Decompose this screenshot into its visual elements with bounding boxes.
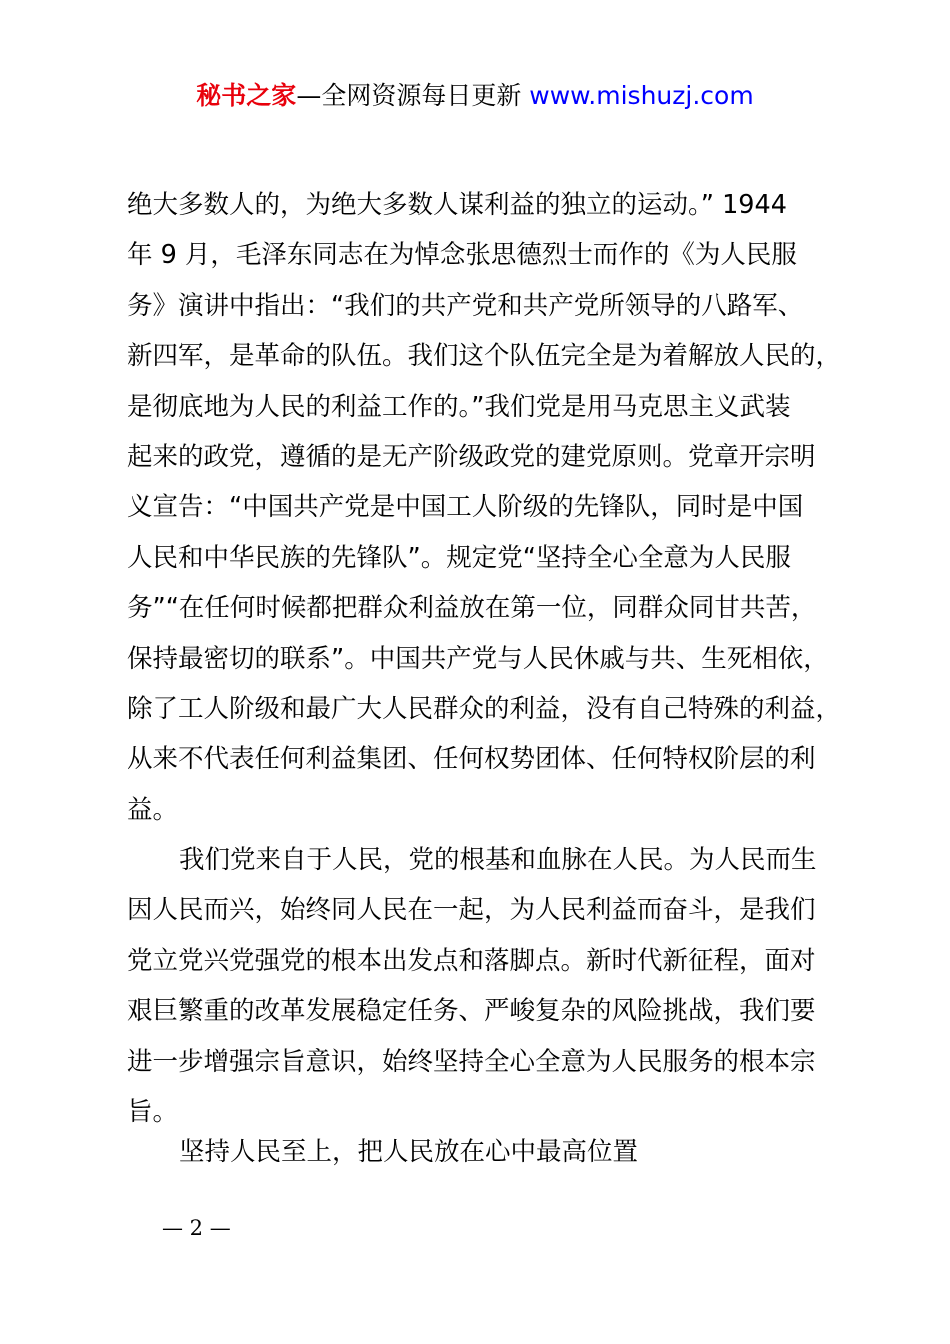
text-line: 务》演讲中指出：“我们的共产党和共产党所领导的八路军、 [127, 290, 804, 321]
text-line: 绝大多数人的，为绝大多数人谋利益的独立的运动。” 1944 [127, 190, 787, 220]
paragraph-start-line: 我们党来自于人民，党的根基和血脉在人民。为人民而生 [179, 845, 817, 876]
text-line: 义宣告：“中国共产党是中国工人阶级的先锋队，同时是中国 [127, 492, 804, 523]
site-url-link[interactable]: www.mishuzj.com [529, 81, 754, 110]
text-line: 年 9 月，毛泽东同志在为悼念张思德烈士而作的《为人民服 [127, 240, 797, 271]
text-line: 保持最密切的联系”。中国共产党与人民休戚与共、生死相依， [127, 643, 829, 674]
text-line: 益。 [127, 794, 179, 825]
text-line: 因人民而兴，始终同人民在一起，为人民利益而奋斗，是我们 [127, 895, 816, 926]
text-line: 进一步增强宗旨意识，始终坚持全心全意为人民服务的根本宗 [127, 1046, 816, 1077]
text-line: 新四军，是革命的队伍。我们这个队伍完全是为着解放人民的， [127, 341, 842, 372]
text-line: 人民和中华民族的先锋队”。规定党“坚持全心全意为人民服 [127, 542, 791, 573]
text-line: 艰巨繁重的改革发展稳定任务、严峻复杂的风险挑战，我们要 [127, 996, 816, 1027]
text-line: 起来的政党，遵循的是无产阶级政党的建党原则。党章开宗明 [127, 441, 816, 472]
text-line: 党立党兴党强党的根本出发点和落脚点。新时代新征程，面对 [127, 945, 816, 976]
text-line: 务”“在任何时候都把群众利益放在第一位，同群众同甘共苦， [127, 593, 817, 624]
header-tagline: —全网资源每日更新 [296, 81, 530, 110]
brand-name: 秘书之家 [196, 81, 297, 110]
page-number: — 2 — [162, 1216, 231, 1240]
text-line: 是彻底地为人民的利益工作的。”我们党是用马克思主义武装 [127, 391, 791, 422]
text-line: 除了工人阶级和最广大人民群众的利益，没有自己特殊的利益， [127, 693, 842, 724]
text-line: 从来不代表任何利益集团、任何权势团体、任何特权阶层的利 [127, 744, 816, 775]
section-heading: 坚持人民至上，把人民放在心中最高位置 [179, 1137, 639, 1167]
text-line: 旨。 [127, 1097, 179, 1128]
document-body [127, 180, 847, 1137]
site-header [0, 78, 950, 114]
